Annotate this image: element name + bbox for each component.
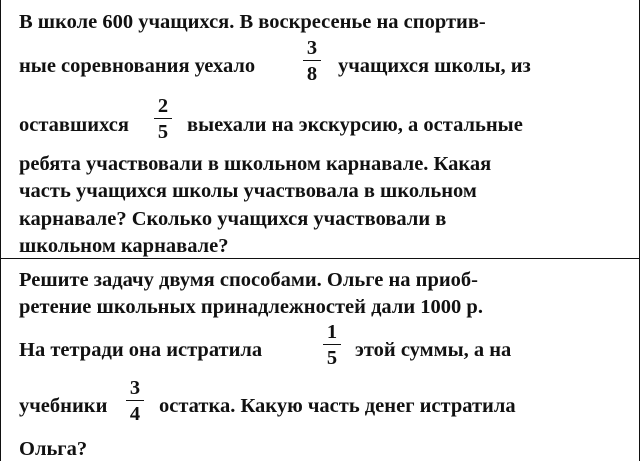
problem-1-line-4: ребята участвовали в школьном карнавале. Какая [19,153,492,175]
fraction-denominator: 5 [157,121,169,143]
fraction-numerator: 2 [157,95,169,117]
fraction-three-quarters [125,378,145,424]
problem-1-line-6: карнавале? Сколько учащихся участвовали в [19,208,447,230]
fraction-denominator: 4 [129,403,141,425]
fraction-numerator: 3 [306,37,318,59]
fraction-one-fifth [322,322,342,368]
problem-1-line-1: В школе 600 учащихся. В воскресенье на спортив- [19,11,486,33]
fraction-denominator: 8 [306,63,318,85]
fraction-bar [303,60,321,61]
fraction-bar [154,118,172,119]
fraction-bar [323,344,341,345]
fraction-two-fifths [153,96,173,142]
problem-2-line-4a: учебники [19,395,108,417]
problem-1-line-7: школьном карнавале? [19,235,229,257]
problem-1-line-5: часть учащихся школы участвовала в школьном [19,180,477,202]
fraction-three-eighths [302,38,322,84]
fraction-bar [126,400,144,401]
problem-1 [1,0,639,258]
problem-1-line-2b-text: учащихся школы, из [338,55,531,77]
problem-2-line-3a: На тетради она истратила [19,339,263,361]
problem-2-line-4b: остатка. Какую часть денег истратила [159,395,516,417]
problem-2-line-1: Решите задачу двумя способами. Ольге на приоб- [19,269,479,291]
problem-2 [1,259,639,461]
problem-1-line-2a: ные соревнования уехало [19,55,256,77]
fraction-denominator: 5 [326,347,338,369]
problem-2-line-5: Ольга? [19,438,88,460]
fraction-numerator: 3 [129,377,141,399]
problem-1-line-2b [338,55,562,77]
fraction-numerator: 1 [326,321,338,343]
problem-1-line-3b: выехали на экскурсию, а остальные [187,114,523,136]
problem-2-line-3b: этой суммы, а на [355,339,512,361]
problem-2-line-2: ретение школьных принадлежностей дали 1000 р. [19,296,483,318]
problem-1-line-3a: оставшихся [19,114,129,136]
